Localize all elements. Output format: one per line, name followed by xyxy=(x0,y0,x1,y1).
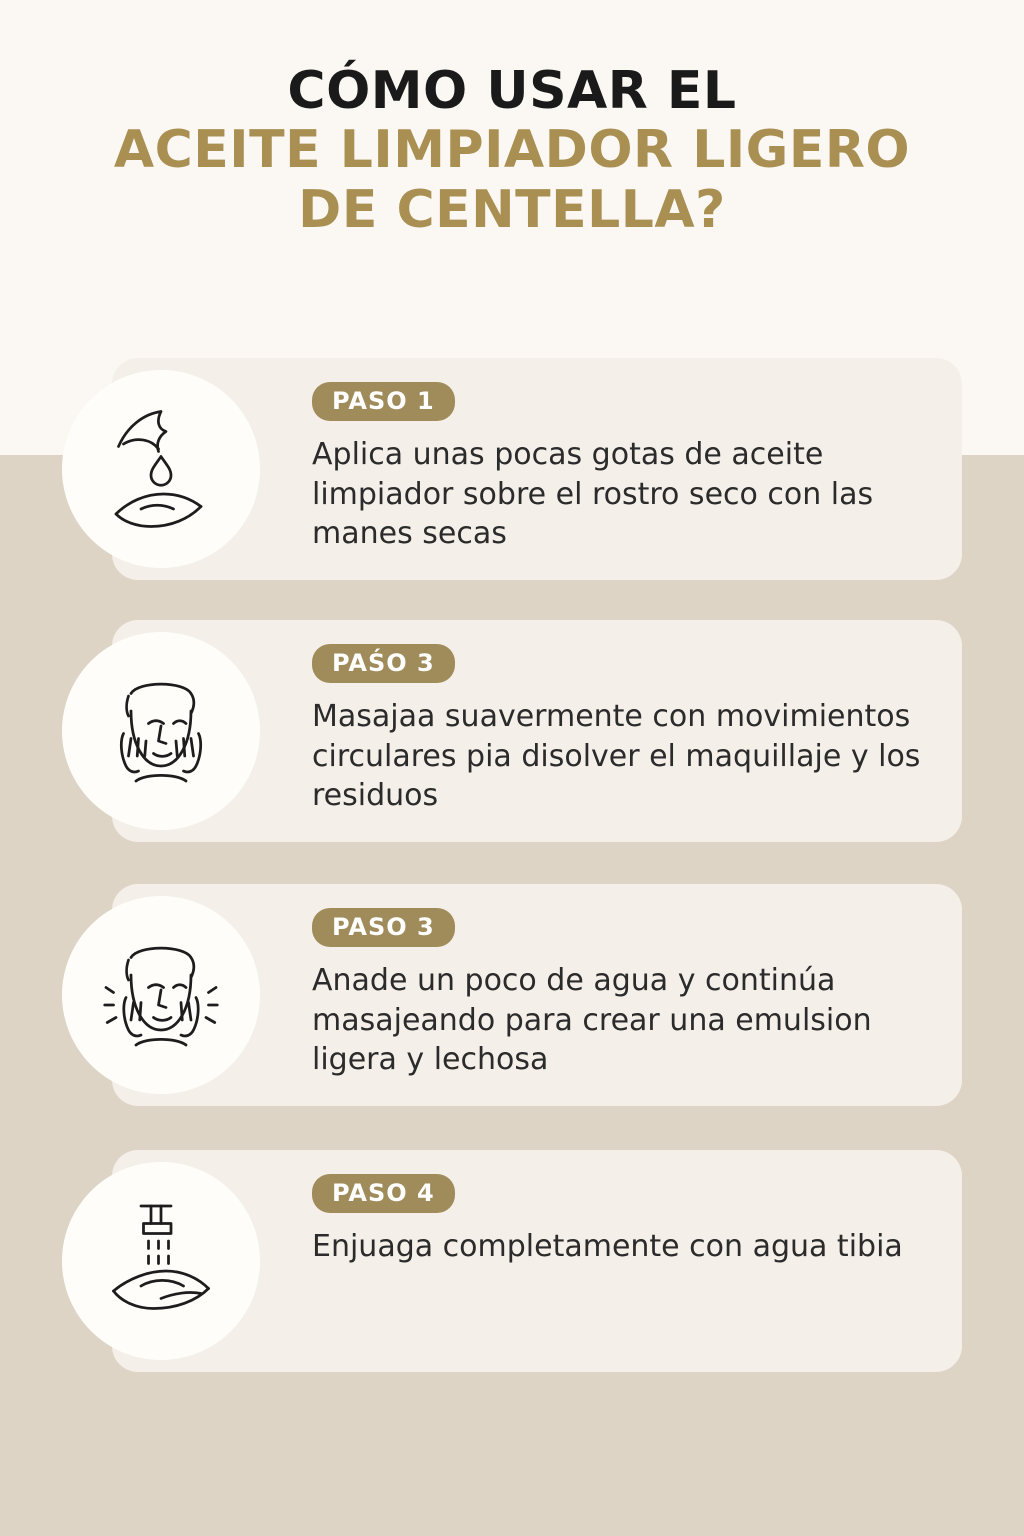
step-item-3 xyxy=(62,884,962,1106)
step-body-4 xyxy=(312,1174,942,1267)
step-badge-1: PASO 1 xyxy=(312,382,455,421)
step-body-2 xyxy=(312,644,942,816)
page-title-line-2: ACEITE LIMPIADOR LIGERO xyxy=(113,120,911,181)
face-water-emulsion-icon xyxy=(62,896,260,1094)
step-text-1: Aplica unas pocas gotas de aceite limpiador sobre el rostro seco con las manes secas xyxy=(312,437,874,552)
step-badge-2: PAŚO 3 xyxy=(312,644,455,683)
step-body-1 xyxy=(312,382,942,554)
oil-drop-on-hand-icon xyxy=(62,370,260,568)
step-badge-4: PASO 4 xyxy=(312,1174,455,1213)
step-text-2: Masajaa suavermente con movimientos circulares pia disolver el maquillaje y los residuos xyxy=(312,699,921,814)
step-text-3: Anade un poco de agua y continúa masajeando para crear una emulsion ligera y lechosa xyxy=(312,963,872,1078)
step-item-1 xyxy=(62,358,962,580)
page-title-line-1: CÓMO USAR EL xyxy=(287,61,737,121)
step-body-3 xyxy=(312,908,942,1080)
step-item-4 xyxy=(62,1150,962,1372)
step-text-4: Enjuaga completamente con agua tibia xyxy=(312,1229,903,1264)
step-item-2 xyxy=(62,620,962,842)
faucet-rinse-hands-icon xyxy=(62,1162,260,1360)
page-header xyxy=(0,0,1024,240)
step-badge-3: PASO 3 xyxy=(312,908,455,947)
page-title-line-3: DE CENTELLA? xyxy=(298,179,726,240)
face-massage-icon xyxy=(62,632,260,830)
